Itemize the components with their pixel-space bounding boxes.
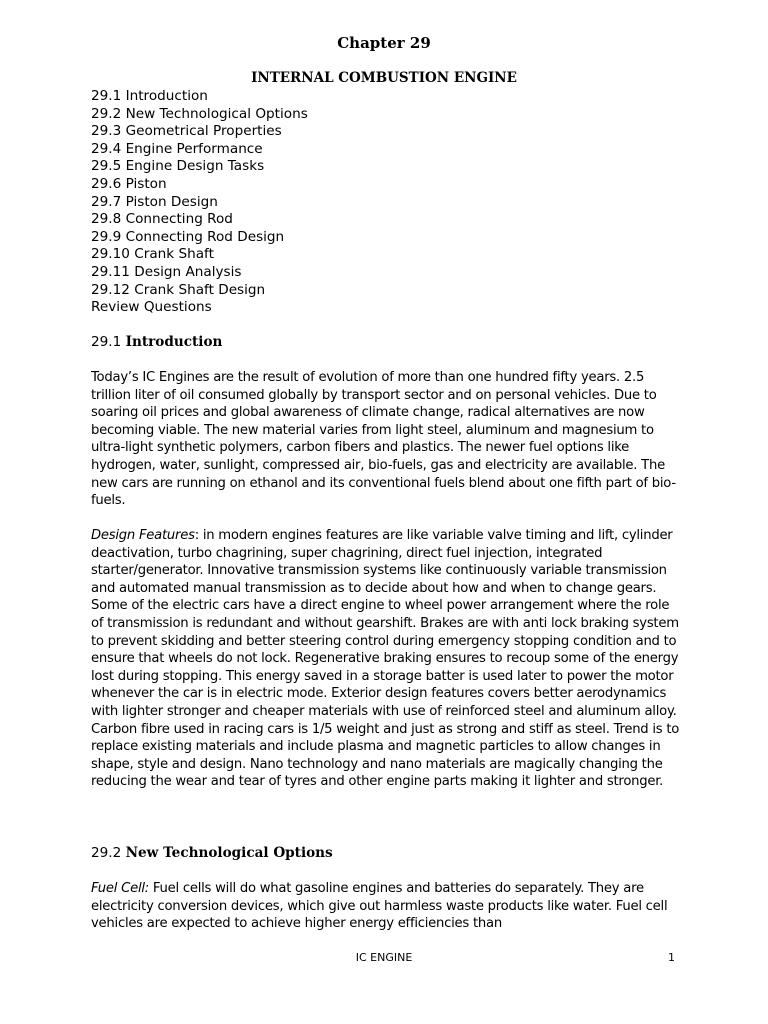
toc-item: 29.11 Design Analysis: [91, 263, 242, 280]
toc-item: 29.1 Introduction: [91, 88, 208, 104]
paragraph-fuel-cell: [91, 880, 683, 933]
paragraph-label: Fuel Cell:: [91, 881, 149, 896]
table-of-contents: [91, 88, 308, 317]
toc-item: 29.6 Piston: [91, 175, 167, 192]
section-heading-introduction: [91, 334, 222, 352]
toc-item: Review Questions: [91, 299, 212, 316]
chapter-title: Chapter 29: [337, 34, 431, 52]
toc-item: 29.12 Crank Shaft Design: [91, 281, 266, 298]
paragraph-text: Fuel cells will do what gasoline engines and batteries do separately. They are electricity conversion devices, which give out harmless waste products like water. Fuel cell vehicles are expected to achieve higher energy efficiencies than: [91, 881, 668, 932]
toc-item: 29.9 Connecting Rod Design: [91, 228, 285, 245]
toc-item: 29.7 Piston Design: [91, 193, 218, 210]
footer-title: IC ENGINE: [355, 951, 413, 964]
toc-item: 29.5 Engine Design Tasks: [91, 158, 265, 175]
section-title: New Technological Options: [125, 845, 333, 861]
toc-item: 29.4 Engine Performance: [91, 140, 263, 157]
paragraph-introduction: Today’s IC Engines are the result of evolution of more than one hundred fifty years. 2.5 trillion liter of oil consumed globally by transport sector and on personal vehicles. Due to soaring oil prices and global awareness of climate change, radical alternatives are now becoming viable. The new material varies from light steel, aluminum and magnesium to ultra-light synthetic polymers, carbon fibers and plastics. The newer fuel options like hydrogen, water, sunlight, compressed air, bio-fuels, gas and electricity are available. The new cars are running on ethanol and its conventional fuels blend about one fifth part of bio-fuels.: [91, 370, 676, 509]
paragraph-design-features: [91, 527, 683, 791]
section-number: 29.1: [91, 334, 122, 350]
toc-item: 29.8 Connecting Rod: [91, 211, 233, 228]
page-title: INTERNAL COMBUSTION ENGINE: [251, 70, 517, 86]
paragraph-text: : in modern engines features are like variable valve timing and lift, cylinder deactivation, turbo chagrining, super chagrining, direct fuel injection, integrated starter/generator. Innovative transmission systems like continuously variable transmission and automated manual transmission as to decide about how and when to change gears. Some of the electric cars have a direct engine to wheel power arrangement where the role of transmission is redundant and without gearshift. Brakes are with anti lock braking system to prevent skidding and better steering control during emergency stopping condition and to ensure that wheels do not lock. Regenerative braking ensures to recoup some of the energy lost during stopping. This energy saved in a storage batter is used later to power the motor whenever the car is in electric mode. Exterior design features covers better aerodynamics with lighter stronger and cheaper materials with use of reinforced steel and aluminum alloy. Carbon fibre used in racing cars is 1/5 weight and just as strong and stiff as steel. Trend is to replace existing materials and include plasma and magnetic particles to allow changes in shape, style and design. Nano technology and nano materials are magically changing the reducing the wear and tear of tyres and other engine parts making it lighter and stronger.: [91, 528, 680, 790]
toc-item: 29.10 Crank Shaft: [91, 246, 214, 263]
section-number: 29.2: [91, 845, 122, 861]
section-heading-new-technological-options: [91, 845, 333, 863]
page-number: 1: [668, 951, 675, 964]
toc-item: 29.2 New Technological Options: [91, 105, 308, 122]
toc-item: 29.3 Geometrical Properties: [91, 123, 282, 140]
section-title: Introduction: [125, 334, 223, 350]
paragraph-label: Design Features: [91, 528, 195, 543]
